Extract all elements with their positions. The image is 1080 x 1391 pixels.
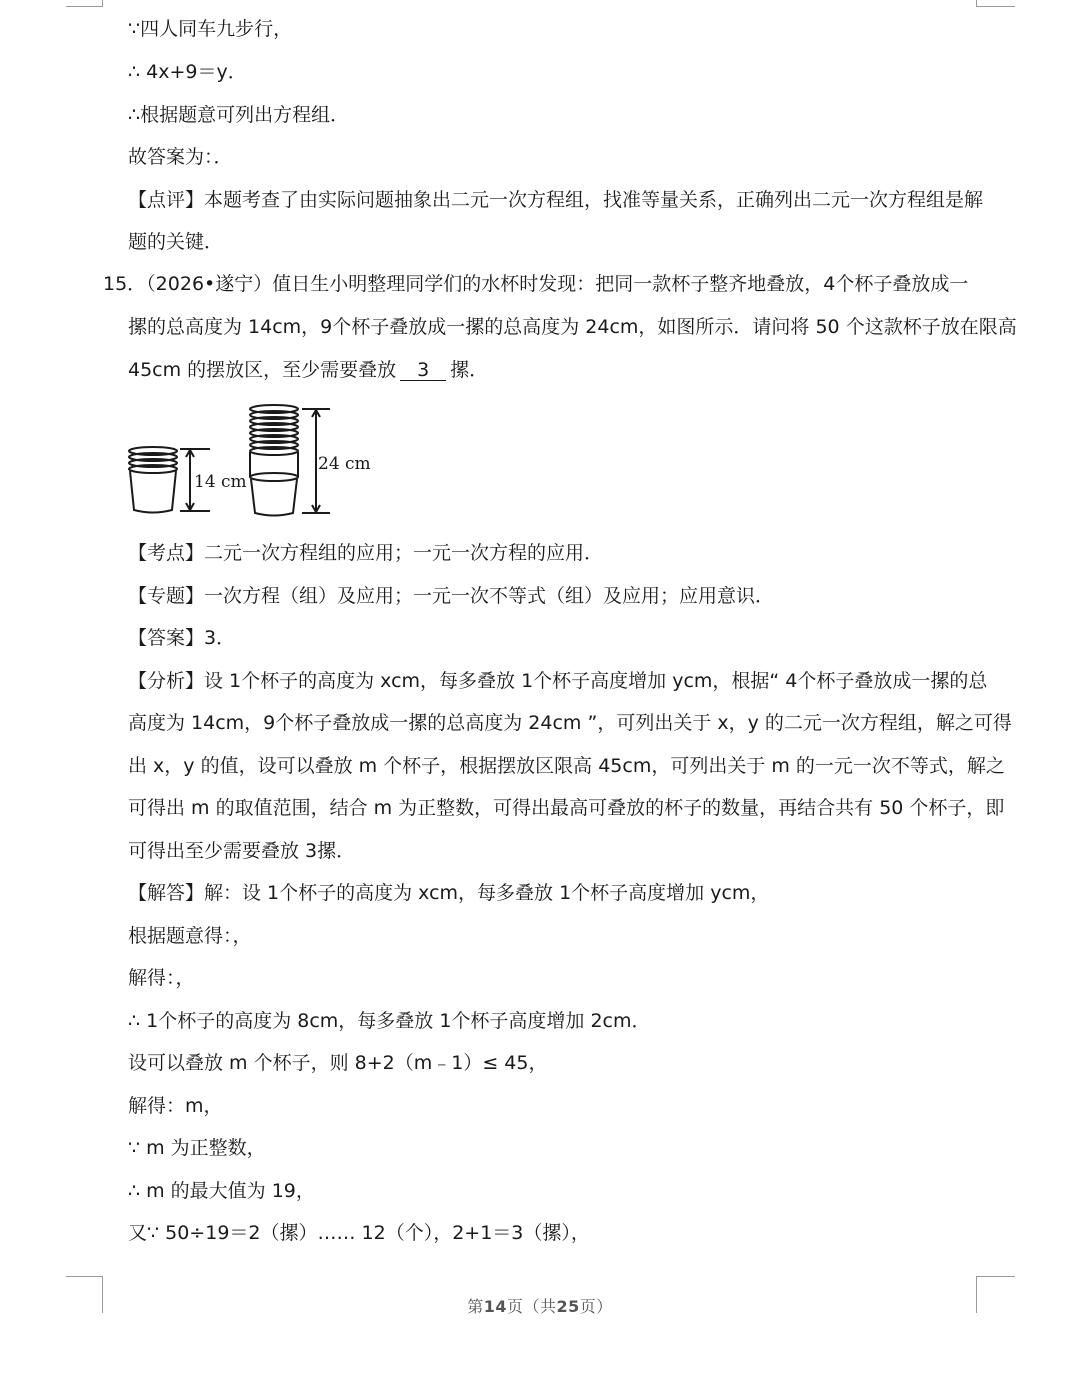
text-line: ∵四人同车九步行， xyxy=(128,18,293,40)
analysis-line: 【分析】设 1个杯子的高度为 xcm，每多叠放 1个杯子高度增加 ycm，根据“ 4个杯子叠放成一摞的总 xyxy=(128,670,988,692)
large-cup-stack xyxy=(250,405,298,516)
answer-line: 【答案】3． xyxy=(128,627,236,649)
knowledge-point-line: 【考点】二元一次方程组的应用；一元一次方程的应用． xyxy=(128,542,604,564)
solution-line: ∴ m 的最大值为 19， xyxy=(128,1180,315,1202)
answer-blank: 3 xyxy=(400,360,446,381)
solution-line: 又∵ 50÷19＝2（摞）…… 12（个），2+1＝3（摞）， xyxy=(128,1222,590,1244)
solution-line: 解得：， xyxy=(128,967,195,989)
page-footer xyxy=(0,1294,1080,1317)
analysis-line: 可得出至少需要叠放 3摞． xyxy=(128,840,356,862)
comment-line: 【点评】本题考查了由实际问题抽象出二元一次方程组，找准等量关系，正确列出二元一次方程组是解 xyxy=(128,189,984,211)
text-line: ∴ 4x+9＝y． xyxy=(128,61,247,83)
comment-line: 题的关键． xyxy=(128,231,224,253)
text-line: ∴根据题意可列出方程组． xyxy=(128,104,350,126)
question-text: 45cm 的摆放区，至少需要叠放 xyxy=(128,359,397,381)
solution-line: 解得：m， xyxy=(128,1095,223,1117)
question-line: 摞的总高度为 14cm，9个杯子叠放成一摞的总高度为 24cm，如图所示．请问将 50 个这款杯子放在限高 xyxy=(128,316,1017,338)
small-stack-height-label: 14 cm xyxy=(194,472,247,492)
stacked-cups-figure xyxy=(120,400,380,524)
topic-line: 【专题】一次方程（组）及应用；一元一次不等式（组）及应用；应用意识． xyxy=(128,585,775,607)
analysis-line: 高度为 14cm，9个杯子叠放成一摞的总高度为 24cm ”，可列出关于 x，y 的二元一次方程组，解之可得 xyxy=(128,712,1012,734)
crop-mark-top-right xyxy=(976,0,1015,7)
footer-text: 第 xyxy=(467,1297,484,1316)
text-line: 故答案为：． xyxy=(128,146,233,168)
question-text: 摞． xyxy=(450,359,489,381)
solution-line: ∴ 1个杯子的高度为 8cm，每多叠放 1个杯子高度增加 2cm． xyxy=(128,1010,651,1032)
solution-line: 根据题意得：， xyxy=(128,925,252,947)
solution-line: 【解答】解：设 1个杯子的高度为 xcm，每多叠放 1个杯子高度增加 ycm， xyxy=(128,882,770,904)
crop-mark-top-left xyxy=(66,0,103,7)
solution-line: 设可以叠放 m 个杯子，则 8+2（m﹣1）≤ 45， xyxy=(128,1052,548,1074)
current-page-number: 14 xyxy=(483,1297,507,1316)
question-line: 15．（2026•遂宁）值日生小明整理同学们的水杯时发现：把同一款杯子整齐地叠放，4个杯子叠放成一 xyxy=(103,273,969,295)
analysis-line: 可得出 m 的取值范围，结合 m 为正整数，可得出最高可叠放的杯子的数量，再结合共有 50 个杯子，即 xyxy=(128,797,1005,819)
footer-text: 页（共 xyxy=(506,1297,557,1316)
total-page-number: 25 xyxy=(556,1297,580,1316)
small-cup-stack xyxy=(129,447,177,513)
question-line xyxy=(128,358,488,382)
large-stack-height-label: 24 cm xyxy=(318,454,371,474)
footer-text: 页） xyxy=(579,1297,613,1316)
solution-line: ∵ m 为正整数， xyxy=(128,1137,266,1159)
analysis-line: 出 x，y 的值，设可以叠放 m 个杯子，根据摆放区限高 45cm，可列出关于 m 的一元一次不等式，解之 xyxy=(128,755,1005,777)
